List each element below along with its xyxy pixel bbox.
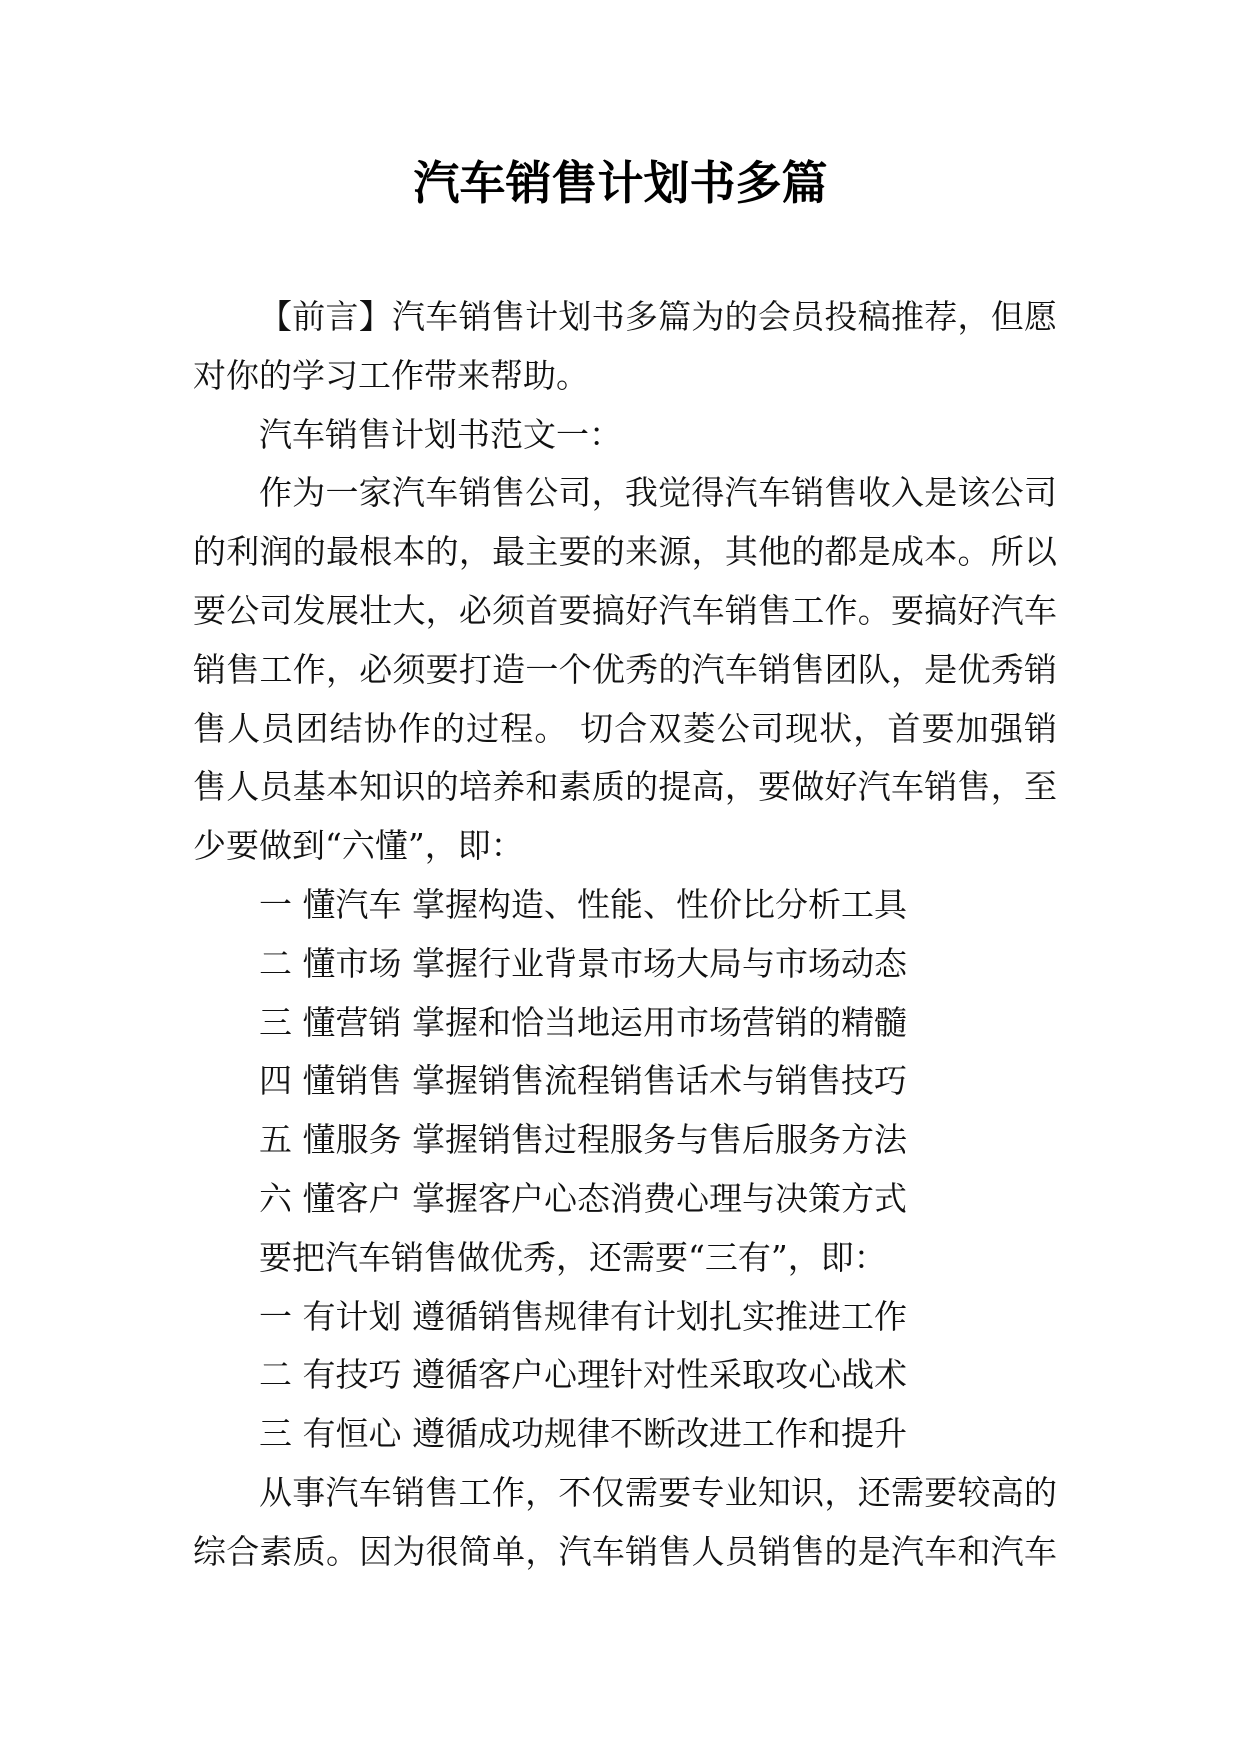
- preface-line: 对你的学习工作带来帮助。: [193, 355, 589, 395]
- preface-line: 【前言】汽车销售计划书多篇为的会员投稿推荐，但愿: [259, 297, 1057, 336]
- list-item: 二 懂市场 掌握行业背景市场大局与市场动态: [259, 943, 907, 983]
- list-item: 一 懂汽车 掌握构造、性能、性价比分析工具: [259, 884, 907, 924]
- paragraph-line: 要公司发展壮大，必须首要搞好汽车销售工作。要搞好汽车: [193, 590, 1057, 630]
- closing-paragraph: [193, 1464, 1057, 1582]
- list-item: 三 懂营销 掌握和恰当地运用市场营销的精髓: [259, 1002, 907, 1042]
- list-item: 四 懂销售 掌握销售流程销售话术与销售技巧: [259, 1061, 907, 1101]
- three-haves-intro: 要把汽车销售做优秀，还需要“三有”，即：: [259, 1237, 887, 1277]
- list-item: 一 有计划 遵循销售规律有计划扎实推进工作: [259, 1296, 907, 1336]
- paragraph-line: 少要做到“六懂”，即：: [193, 826, 524, 866]
- list-item: 六 懂客户 掌握客户心态消费心理与决策方式: [259, 1178, 907, 1218]
- six-understandings-list: [193, 876, 1057, 1229]
- paragraph-line: 售人员基本知识的培养和素质的提高，要做好汽车销售，至: [193, 767, 1057, 807]
- paragraph-line: 从事汽车销售工作，不仅需要专业知识，还需要较高的: [259, 1472, 1057, 1512]
- list-item: 五 懂服务 掌握销售过程服务与售后服务方法: [259, 1120, 907, 1160]
- page-title: 汽车销售计划书多篇: [413, 156, 828, 210]
- paragraph-line: 的利润的最根本的，最主要的来源，其他的都是成本。所以: [193, 532, 1057, 572]
- paragraph-line: 销售工作，必须要打造一个优秀的汽车销售团队，是优秀销: [193, 649, 1057, 689]
- preface-paragraph: [193, 288, 1057, 406]
- list-item: 二 有技巧 遵循客户心理针对性采取攻心战术: [259, 1355, 907, 1395]
- intro-paragraph: [193, 464, 1057, 876]
- paragraph-line: 综合素质。因为很简单，汽车销售人员销售的是汽车和汽车: [193, 1531, 1057, 1571]
- three-haves-list: [193, 1288, 1057, 1464]
- list-item: 三 有恒心 遵循成功规律不断改进工作和提升: [259, 1414, 907, 1454]
- section-heading: 汽车销售计划书范文一：: [259, 414, 622, 454]
- paragraph-line: 作为一家汽车销售公司，我觉得汽车销售收入是该公司: [259, 473, 1057, 513]
- paragraph-line: 售人员团结协作的过程。 切合双菱公司现状，首要加强销: [193, 708, 1057, 748]
- document-body: [193, 288, 1057, 1582]
